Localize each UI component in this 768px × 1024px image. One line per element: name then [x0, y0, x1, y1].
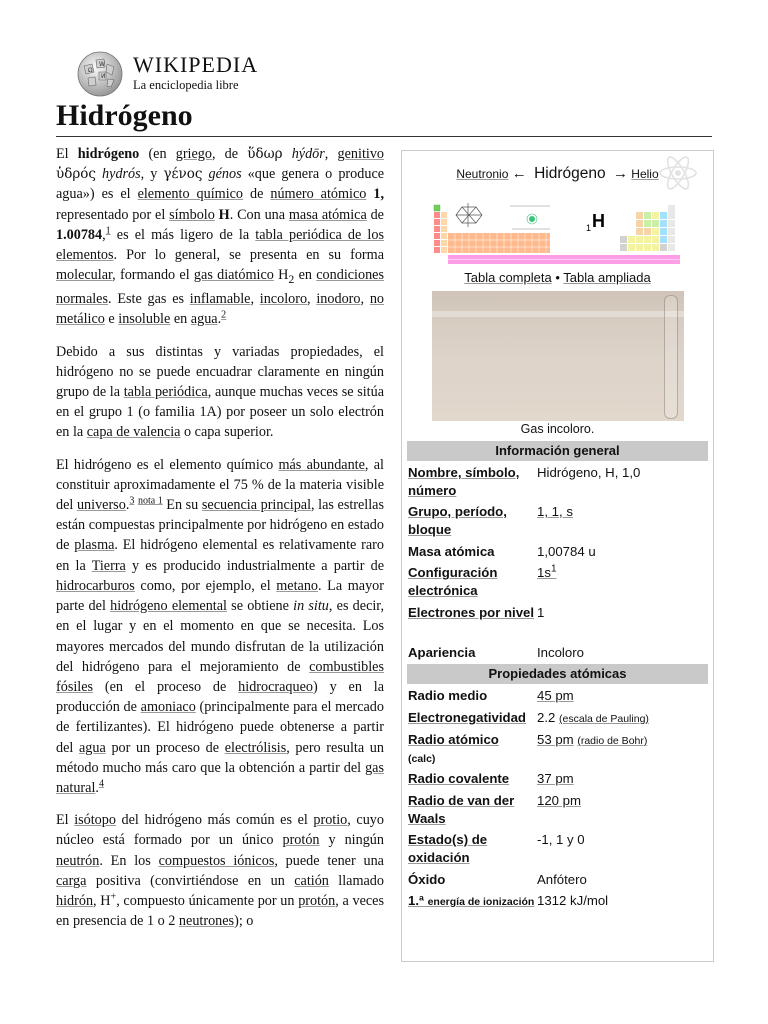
- paragraph-intro: El hidrógeno (en griego, de ὕδωρ hýdōr, genitivo ὑδρός hydrós, y γένος génos «que genera o produce agua») es el elemento químico de número atómico 1, representado por el símbolo H. Con una masa atómica de 1.00784,$^1$ es el más ligero de la tabla periódica de los elementos. Por lo general, se presenta en su forma molecular, formando el gas diatómico $H_2$ en condiciones normales. Este gas es inflamable, incoloro, inodoro, no metálico e insoluble en agua.$^2$: [56, 146, 385, 328]
- tube-highlight: [432, 311, 684, 317]
- element-infobox: Neutronio ← Hidrógeno → Helio 1 H Tabla completa • Tabla ampliada Gas incoloro. Información general Nombre, símbolo, número Hidrógeno, H, 1,0 Grupo, período, bloque 1, 1, s Masa atómica 1,00784 u Configuración electrónica $1s^1$ Electrones por nivel 1 Apariencia Incoloro Propiedades atómicas Radio medio 45 pm Electronegatividad 2.2 (escala de Pauling) Radio atómico (calc) 53 pm (radio de Bohr) Radio covalente 37 pm Radio de van der Waals 120 pm Estado(s) de oxidación -1, 1 y 0 Óxido Anfótero 1.ª energía de ionización 1312 kJ/mol: [401, 150, 714, 962]
- label-configuracion[interactable]: Configuración electrónica: [408, 565, 498, 598]
- label-electronegatividad[interactable]: Electronegatividad: [408, 710, 526, 725]
- section-propiedades-atomicas: Propiedades atómicas: [407, 664, 708, 684]
- link-inflamable[interactable]: inflamable: [189, 291, 251, 308]
- ref-2[interactable]: 2: [221, 309, 227, 321]
- link-tabla-completa[interactable]: Tabla completa: [464, 270, 552, 285]
- link-tierra[interactable]: Tierra: [91, 557, 126, 574]
- value-radio-medio[interactable]: 45 pm: [537, 688, 574, 703]
- wikipedia-globe-logo[interactable]: [74, 50, 126, 98]
- link-gas-diatomico[interactable]: gas diatómico: [193, 267, 274, 284]
- page-title: Hidrógeno: [56, 99, 193, 132]
- svg-text:W: W: [99, 61, 105, 68]
- link-combustibles-fosiles[interactable]: combustibles fósiles: [56, 658, 384, 695]
- link-tabla-ampliada[interactable]: Tabla ampliada: [563, 270, 651, 285]
- link-neutron[interactable]: neutrón: [56, 852, 100, 869]
- bullet-separator: •: [555, 270, 560, 285]
- arrow-left-icon: ←: [511, 165, 527, 182]
- value-grupo[interactable]: 1, 1, s: [537, 504, 573, 519]
- link-capa-de-valencia[interactable]: capa de valencia: [86, 424, 181, 441]
- link-agua-2[interactable]: agua: [79, 739, 106, 756]
- element-name: Hidrógeno: [534, 165, 606, 182]
- link-masa-atomica[interactable]: masa atómica: [288, 206, 367, 223]
- link-protio[interactable]: protio: [313, 812, 348, 829]
- link-agua[interactable]: agua: [190, 311, 218, 328]
- link-plasma[interactable]: plasma: [74, 537, 115, 554]
- gas-photo[interactable]: [432, 291, 684, 421]
- label-electrones[interactable]: Electrones por nivel: [408, 605, 535, 620]
- link-incoloro[interactable]: incoloro: [259, 291, 308, 308]
- paragraph-group: Debido a sus distintas y variadas propiedades, el hidrógeno no se puede encuadrar claramente en ningún grupo de la tabla periódica, aunque muchas veces se sitúa en el grupo 1 (o familia 1A) por poseer un solo electrón en la capa de valencia o capa superior.: [56, 343, 384, 441]
- svg-text:1: 1: [586, 223, 592, 233]
- svg-text:Ω: Ω: [88, 67, 93, 74]
- wordmark[interactable]: WIKIPEDIA: [133, 52, 259, 77]
- link-hidrocarburos[interactable]: hidrocarburos: [56, 577, 135, 594]
- nav-next-element[interactable]: Helio: [631, 167, 659, 181]
- ref-1[interactable]: 1: [105, 225, 111, 237]
- link-insoluble[interactable]: insoluble: [118, 311, 171, 328]
- section-informacion-general: Información general: [407, 441, 708, 461]
- link-universo[interactable]: universo: [76, 497, 126, 514]
- link-gas-natural[interactable]: gas natural: [56, 759, 384, 796]
- link-griego[interactable]: griego: [175, 146, 212, 162]
- link-secuencia-principal[interactable]: secuencia principal: [201, 497, 312, 514]
- link-hidrogeno-elemental[interactable]: hidrógeno elemental: [110, 598, 227, 615]
- link-neutrones[interactable]: neutrones: [178, 913, 235, 930]
- svg-text:И: И: [101, 73, 106, 80]
- ref-3[interactable]: 3: [129, 495, 135, 507]
- label-radio-atomico[interactable]: Radio atómico: [408, 732, 499, 747]
- link-hidrocraqueo[interactable]: hidrocraqueo: [238, 678, 314, 695]
- note-1[interactable]: nota 1: [137, 495, 163, 507]
- link-metano[interactable]: metano: [276, 577, 319, 594]
- link-numero-atomico[interactable]: número atómico: [270, 186, 367, 203]
- title-divider: [56, 136, 712, 137]
- link-molecular[interactable]: molecular: [56, 267, 113, 284]
- link-amoniaco[interactable]: amoniaco: [140, 699, 196, 716]
- tagline: La enciclopedia libre: [133, 78, 239, 92]
- tube-rim: [664, 295, 678, 419]
- arrow-right-icon: →: [612, 165, 628, 182]
- label-grupo[interactable]: Grupo, período, bloque: [408, 504, 507, 537]
- link-cation[interactable]: catión: [294, 872, 329, 889]
- link-elemento-quimico[interactable]: elemento químico: [137, 186, 244, 203]
- link-isotopo[interactable]: isótopo: [74, 812, 116, 829]
- value-radio-atomico[interactable]: 53 pm: [537, 732, 574, 747]
- label-estados-oxidacion[interactable]: Estado(s) de oxidación: [408, 832, 488, 865]
- link-simbolo[interactable]: símbolo: [169, 206, 215, 223]
- table-links: [402, 270, 713, 285]
- value-radio-van-der-waals[interactable]: 120 pm: [537, 793, 581, 808]
- link-inodoro[interactable]: inodoro: [316, 291, 361, 308]
- label-radio-van-der-waals[interactable]: Radio de van der Waals: [408, 793, 515, 826]
- link-tabla-periodica[interactable]: tabla periódica: [123, 384, 208, 401]
- link-hidron[interactable]: hidrón: [56, 892, 94, 909]
- element-navigation: [402, 165, 713, 183]
- link-condiciones-normales[interactable]: condiciones normales: [56, 267, 384, 308]
- periodic-table-graphic[interactable]: [432, 203, 684, 265]
- photo-caption: Gas incoloro.: [520, 422, 595, 436]
- link-radio-bohr[interactable]: (radio de Bohr): [577, 735, 648, 747]
- link-no-metalico[interactable]: no metálico: [56, 291, 384, 328]
- nav-prev-element[interactable]: Neutronio: [456, 167, 509, 181]
- svg-text:H: H: [592, 211, 605, 231]
- link-proton[interactable]: protón: [282, 832, 320, 849]
- link-carga[interactable]: carga: [56, 872, 87, 889]
- value-configuracion[interactable]: $1s^1$: [537, 563, 557, 580]
- label-radio-covalente[interactable]: Radio covalente: [408, 771, 510, 786]
- paragraph-isotopes: El isótopo del hidrógeno más común es el protio, cuyo núcleo está formado por un único protón y ningún neutrón. En los compuestos iónicos, puede tener una carga positiva (convirtiéndose en un catión llamado hidrón, H+, compuesto únicamente por un protón, a veces en presencia de 1 o 2 neutrones); o: [56, 812, 384, 930]
- link-genitivo[interactable]: genitivo: [337, 146, 385, 162]
- link-proton-2[interactable]: protón: [298, 892, 336, 909]
- value-radio-covalente[interactable]: 37 pm: [537, 771, 574, 786]
- paragraph-abundance: El hidrógeno es el elemento químico más abundante, al constituir aproximadamente el 75 % de la materia visible del universo.$^3$ $^{nota 1}$ En su secuencia principal, las estrellas están compuestas principalmente por hidrógeno en estado de plasma. El hidrógeno elemental es relativamente raro en la Tierra y es producido industrialmente a partir de hidrocarburos como, por ejemplo, el metano. La mayor parte del hidrógeno elemental se obtiene in situ, es decir, en el lugar y en el momento en que se necesita. Los mayores mercados del mundo disfrutan de la utilización del hidrógeno para el mejoramiento de combustibles fósiles (en el proceso de hidrocraqueo) y en la producción de amoniaco (principalmente para el mercado de fertilizantes). El hidrógeno puede obtenerse a partir del agua por un proceso de electrólisis, pero resulta un método mucho más caro que la obtención a partir del gas natural.$^4$: [56, 456, 385, 796]
- link-tabla-periodica-elementos[interactable]: tabla periódica de los elementos: [56, 226, 384, 264]
- link-compuestos-ionicos[interactable]: compuestos iónicos: [158, 852, 275, 869]
- article-body: [56, 144, 384, 943]
- link-mas-abundante[interactable]: más abundante: [278, 456, 365, 473]
- label-nombre[interactable]: Nombre, símbolo, número: [408, 465, 520, 498]
- label-energia-ionizacion[interactable]: 1.ª energía de ionización: [408, 893, 535, 908]
- link-escala-pauling[interactable]: (escala de Pauling): [559, 713, 649, 725]
- ref-4[interactable]: 4: [98, 778, 104, 790]
- link-electrolisis[interactable]: electrólisis: [224, 739, 287, 756]
